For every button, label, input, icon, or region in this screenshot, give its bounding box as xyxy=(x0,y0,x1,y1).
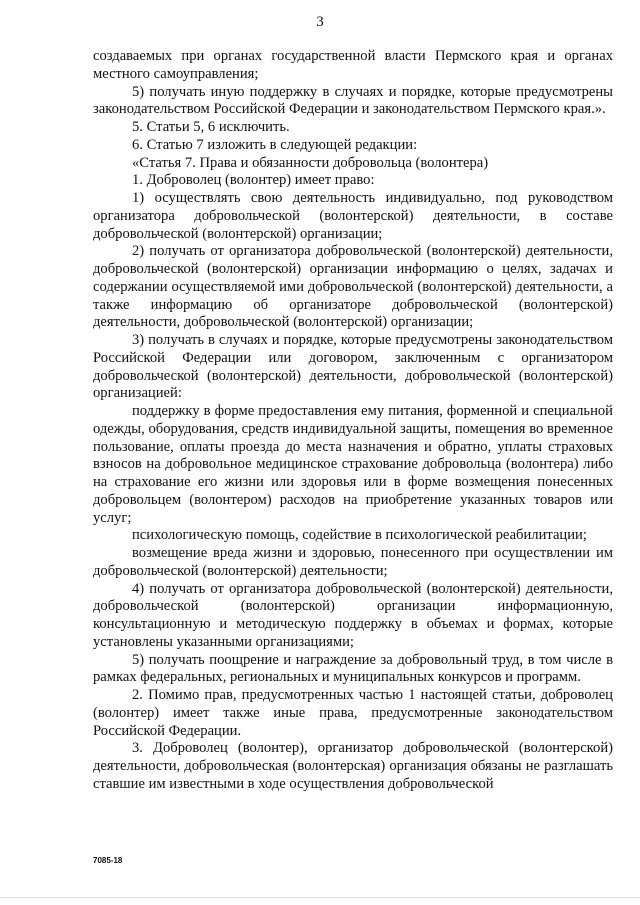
paragraph-item-4: 4) получать от организатора добровольческой (волонтерской) деятельности, добровольческой (волонтерской) организации информационную, консультационную и методическую поддержку в объемах и формах, которые установлены указанными организациями; xyxy=(93,580,613,650)
paragraph-item-5-support: 5) получать иную поддержку в случаях и порядке, которые предусмотрены законодательством Российской Федерации и законодательством Пермского края.». xyxy=(93,83,613,118)
paragraph-support-form: поддержку в форме предоставления ему питания, форменной и специальной одежды, оборудования, средств индивидуальной защиты, помещения во временное пользование, оплаты проезда до места назначения и обратно, уплаты страховых взносов на добровольное медицинское страхование добровольца (волонтера) либо на страхование его жизни или здоровья или в форме возмещения понесенных добровольцем (волонтером) расходов на приобретение указанных товаров или услуг; xyxy=(93,403,613,526)
paragraph-continuation: создаваемых при органах государственной власти Пермского края и органах местного самоуправления; xyxy=(93,48,613,82)
page-number: 3 xyxy=(316,14,324,30)
paragraph-part-1: 1. Доброволец (волонтер) имеет право: xyxy=(132,172,375,189)
paragraph-part-3: 3. Доброволец (волонтер), организатор добровольческой (волонтерской) деятельности, добровольческая (волонтерская) организация обязаны не разглашать ставшие им известными в ходе осуществления добровольческой xyxy=(93,740,613,792)
article-7-title: «Статья 7. Права и обязанности добровольца (волонтера) xyxy=(132,154,489,171)
paragraph-item-1: 1) осуществлять свою деятельность индивидуально, под руководством организатора добровольческой (волонтерской) деятельности, в составе добровольческой (волонтерской) организации; xyxy=(93,190,613,242)
document-code: 7085-18 xyxy=(93,856,123,865)
paragraph-item-3: 3) получать в случаях и порядке, которые предусмотрены законодательством Российской Федерации или договором, заключенным с организатором добровольческой (волонтерской) деятельности, добровольческой (волонтерской) организацией: xyxy=(93,332,613,402)
document-body xyxy=(93,48,613,794)
paragraph-harm-compensation: возмещение вреда жизни и здоровью, понесенного при осуществлении им добровольческой (волонтерской) деятельности; xyxy=(93,545,613,579)
paragraph-amendment-6: 6. Статью 7 изложить в следующей редакции: xyxy=(132,136,418,153)
paragraph-psychological-help: психологическую помощь, содействие в психологической реабилитации; xyxy=(132,527,587,544)
paragraph-item-2: 2) получать от организатора добровольческой (волонтерской) деятельности, добровольческой (волонтерской) организации информацию о целях, задачах и содержании осуществляемой ими добровольческой (волонтерской) деятельности, а также информацию об организаторе добровольческой (волонтерской) деятельности, добровольческой (волонтерской) организации; xyxy=(93,243,613,331)
paragraph-part-2: 2. Помимо прав, предусмотренных частью 1 настоящей статьи, доброволец (волонтер) имеет также иные права, предусмотренные законодательством Российской Федерации. xyxy=(93,687,613,739)
paragraph-amendment-5: 5. Статьи 5, 6 исключить. xyxy=(132,119,290,135)
paragraph-item-5-reward: 5) получать поощрение и награждение за добровольный труд, в том числе в рамках федеральных, региональных и муниципальных конкурсов и программ. xyxy=(93,651,613,686)
page-bottom-edge xyxy=(0,897,640,898)
